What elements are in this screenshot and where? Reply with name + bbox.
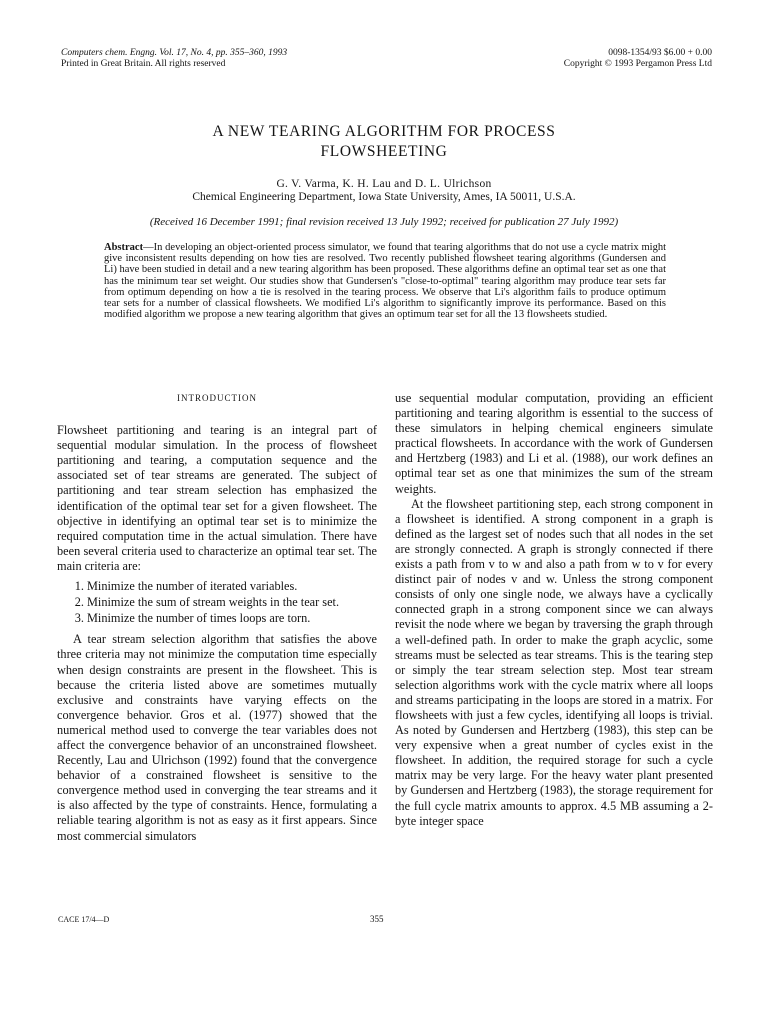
intro-paragraph-2: A tear stream selection algorithm that satisfies the above three criteria may not minimize the computation time especially when design constraints are present in the flowsheet. This is because the criteria listed above are sometimes mutually exclusive and constraints have varying effects on the convergence behavior. Gros et al. (1977) showed that the numerical method used to converge the tear variables does not affect the convergence behavior of an unconstrained flowsheet. Recently, Lau and Ulrichson (1992) found that the convergence behavior of a constrained flowsheet is sensitive to the convergence method used in converging the tear streams and it is also affected by the type of constraints. Hence, formulating a reliable tearing algorithm is not as easy as it first appears. Since most commercial simulators [57, 632, 377, 843]
article-title [0, 122, 768, 162]
received-dates: (Received 16 December 1991; final revision received 13 July 1992; received for publication 27 July 1992) [149, 216, 619, 228]
intro-paragraph-3: use sequential modular computation, providing an efficient partitioning and tearing algorithm is essential to the success of these simulators in helping chemical engineers simulate practical flowsheets. In accordance with the work of Gundersen and Hertzberg (1983) and Li et al. (1988), our work defines an optimal tear set as one that minimizes the sum of the stream weights. [395, 391, 713, 496]
intro-paragraph-4: At the flowsheet partitioning step, each strong component in a flowsheet is identified. A strong component in a graph is defined as the largest set of nodes such that all nodes in the set are strongly connected. A graph is strongly connected if there exists a path from v to w and also a path from w to v for every distinct pair of nodes v and w. Unless the strong component consists of only one single node, we always have a cyclically connected graph in a strong component since we can always revisit the node where we began by traversing the graph through a well-defined path. In order to make the graph acyclic, some streams must be selected as tear streams. This is the tearing step or simply the tear stream selection step. Most tear stream selection algorithms work with the cycle matrix where all loops and streams participating in the loops are stored in a matrix. For flowsheets with just a few cycles, identifying all loops is trivial. As noted by Gundersen and Hertzberg (1983), this step can be very expensive when a great number of cycles exist in the flowsheet. In addition, the required storage for such a cycle matrix may be very large. For the heavy water plant presented by Gundersen and Hertzberg (1983), the storage requirement for the full cycle matrix amounts to approx. 4.5 MB assuming a 2-byte integer space [395, 496, 713, 828]
criteria-item: 1. Minimize the number of iterated variables. [87, 579, 377, 594]
abstract-label: Abstract [104, 242, 144, 253]
journal-header [61, 48, 287, 70]
criteria-item: 2. Minimize the sum of stream weights in the tear set. [87, 595, 377, 610]
introduction-heading: INTRODUCTION [177, 393, 257, 403]
page-number: 355 [370, 914, 384, 924]
intro-paragraph-1: Flowsheet partitioning and tearing is an integral part of sequential modular simulation. In the process of flowsheet partitioning and tearing, a computation sequence and the associated set of tear streams are generated. The subject of partitioning and tear stream selection has emphasized the identification of the optimal tear set for a given flowsheet. The objective in identifying an optimal tear set is to minimize the required computation time in the actual simulation. There have been several criteria used to characterize an optimal tear set. The main criteria are: [57, 423, 377, 573]
title-line-1: A NEW TEARING ALGORITHM FOR PROCESS [212, 123, 556, 140]
affiliation: Chemical Engineering Department, Iowa State University, Ames, IA 50011, U.S.A. [192, 191, 576, 203]
abstract-text: —In developing an object-oriented process simulator, we found that tearing algorithms that do not use a cycle matrix might give inconsistent results depending on how ties are resolved. Two recently published flowsheet tearing algorithms (Gundersen and Li) have been studied in detail and a new tearing algorithm has been proposed. These algorithms define an optimal tear set as one that has the minimum tear set weight. Our studies show that Gundersen's "close-to-optimal" tearing algorithm may produce tear sets far from optimum depending on how a tie is resolved in the tearing process. We observe that Li's algorithm fails to produce optimum tear sets for a number of classical flowsheets. We modified Li's algorithm to significantly improve its performance. Based on this modified algorithm we propose a new tearing algorithm that gives an optimum tear set for all the 13 flowsheets studied. [104, 242, 666, 321]
criteria-item: 3. Minimize the number of times loops are torn. [87, 611, 377, 626]
issn-price: 0098-1354/93 $6.00 + 0.00 [608, 48, 712, 58]
journal-citation: Computers chem. Engng. Vol. 17, No. 4, pp. 355–360, 1993 [61, 48, 288, 58]
footer-code: CACE 17/4—D [58, 915, 110, 924]
authors: G. V. Varma, K. H. Lau and D. L. Ulrichson [276, 178, 492, 190]
abstract [104, 242, 666, 320]
printed-notice: Printed in Great Britain. All rights reserved [61, 59, 226, 69]
left-column [57, 391, 377, 844]
right-column [395, 391, 713, 829]
copyright-notice: Copyright © 1993 Pergamon Press Ltd [563, 59, 712, 69]
criteria-list [57, 579, 377, 626]
title-line-2: FLOWSHEETING [320, 143, 448, 160]
copyright-header [564, 48, 712, 70]
